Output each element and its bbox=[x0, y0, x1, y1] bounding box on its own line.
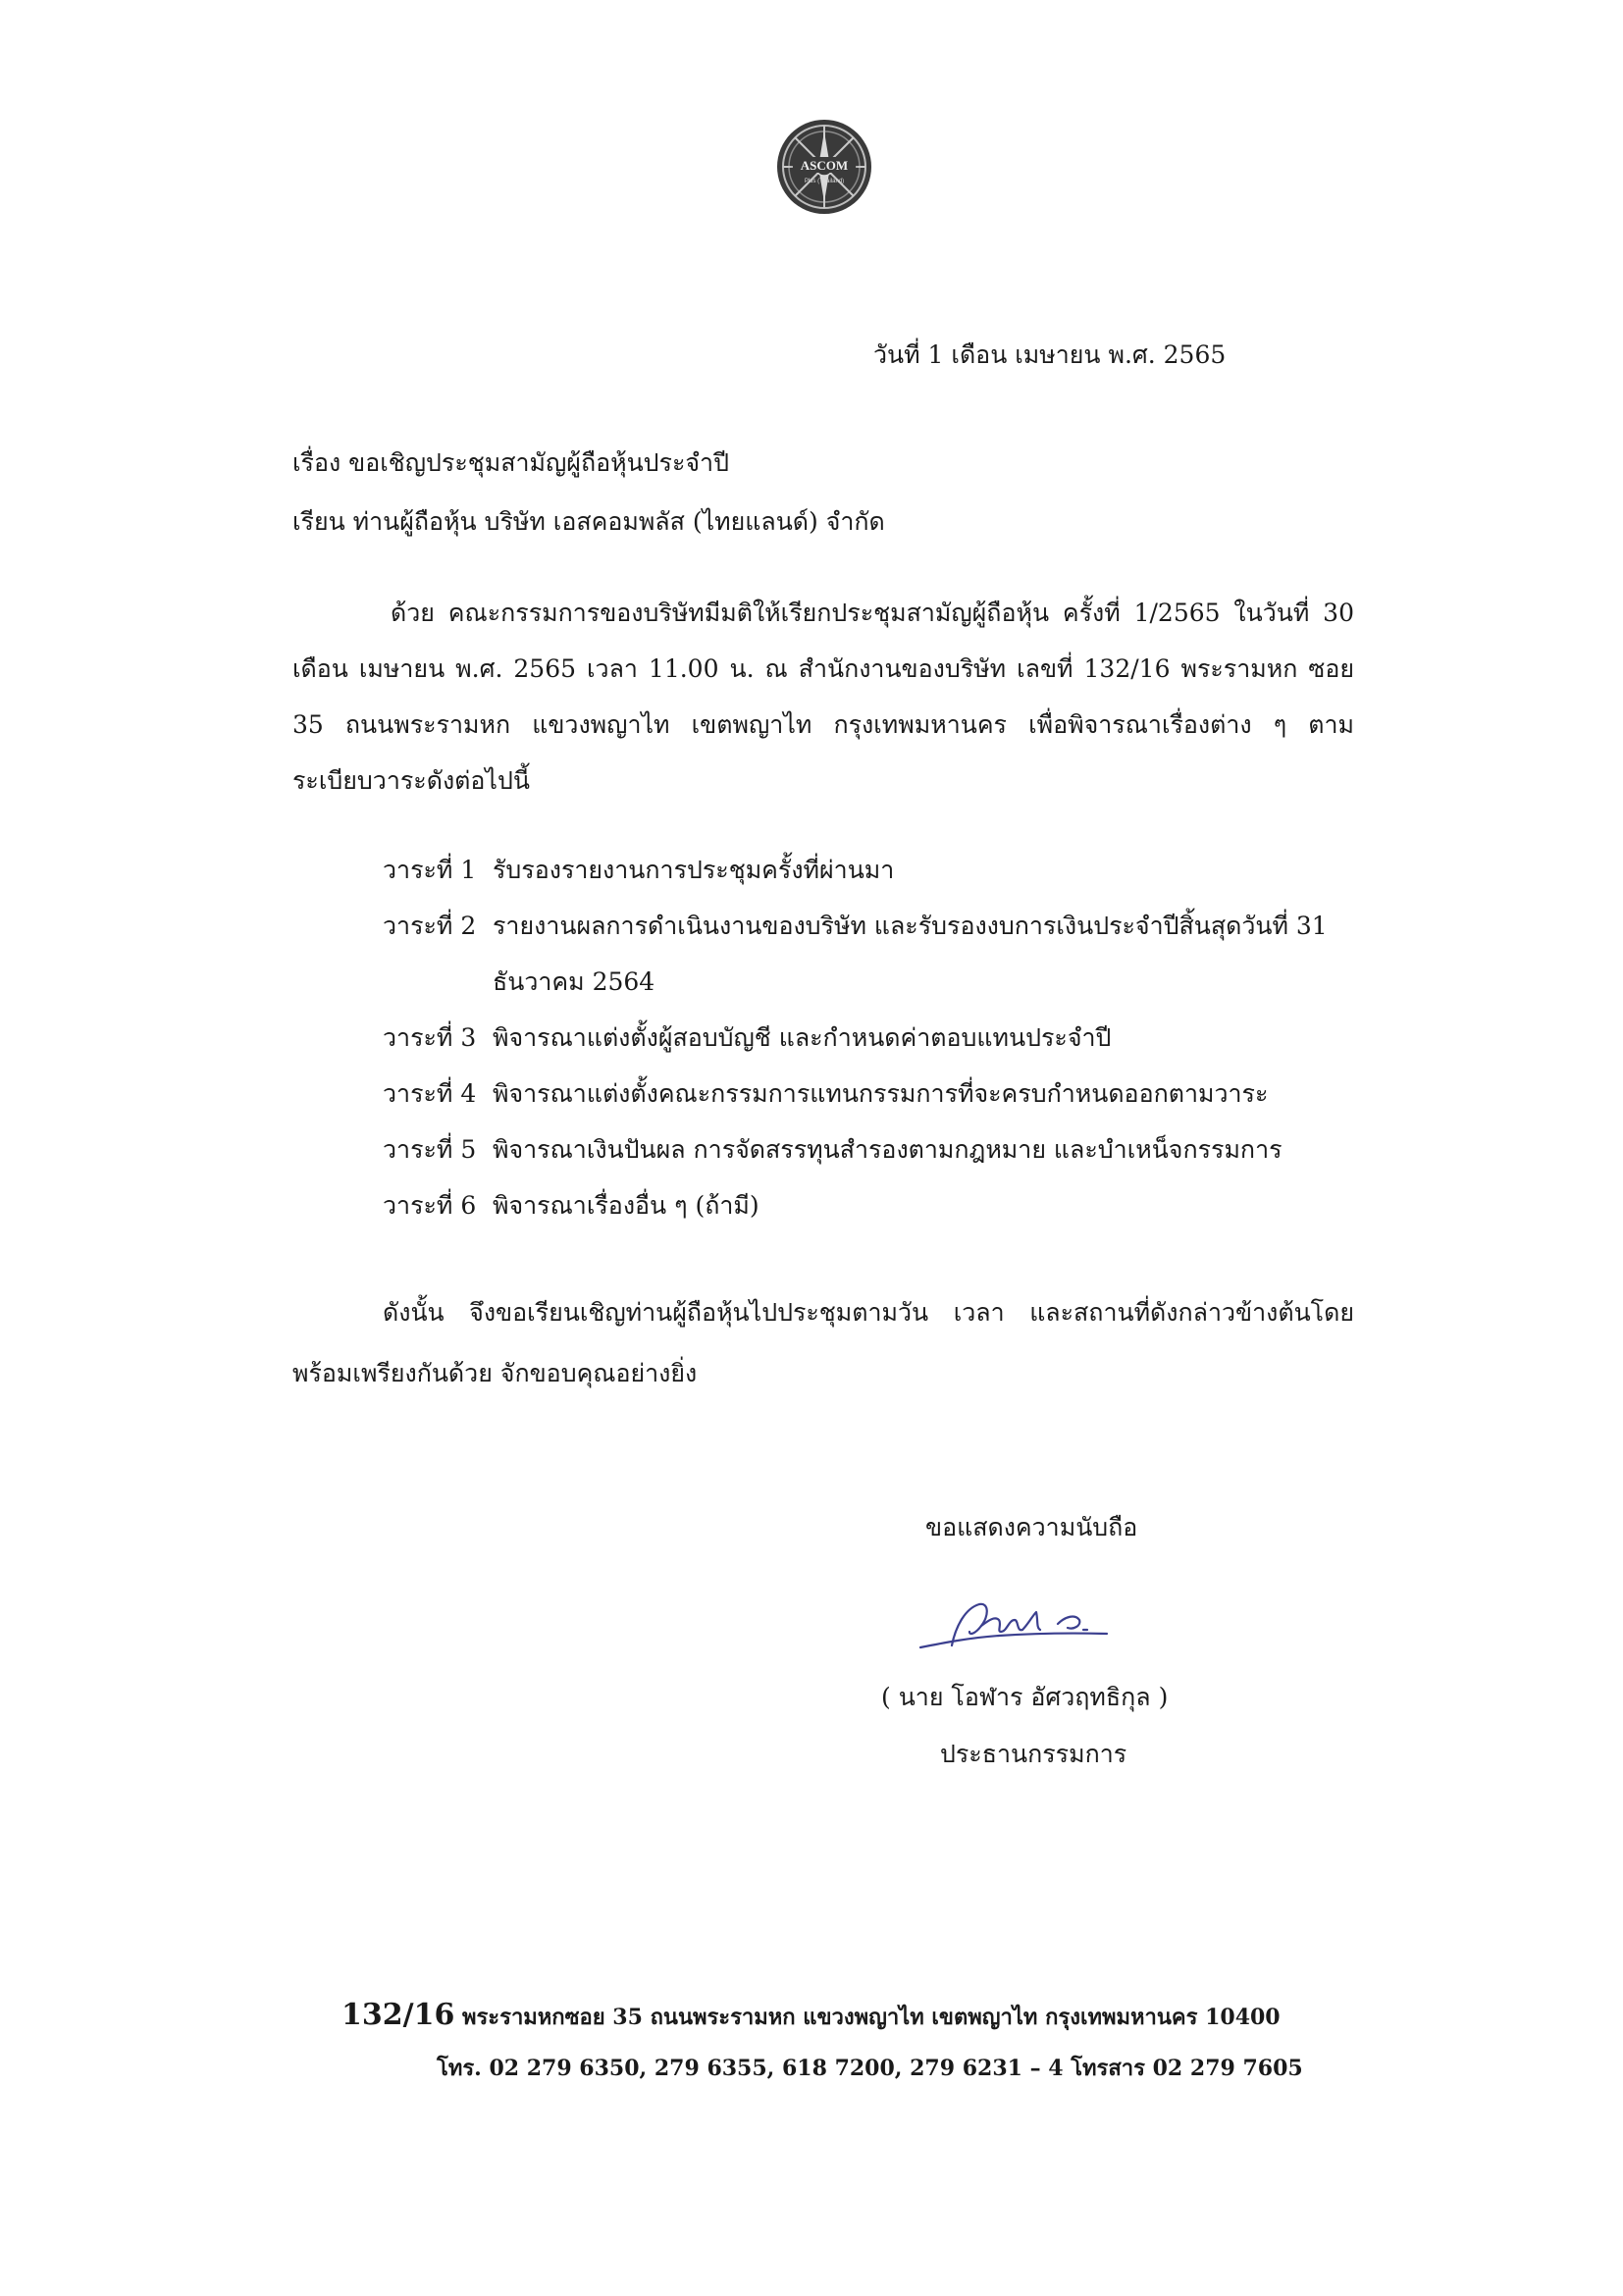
letter-subject: เรื่อง ขอเชิญประชุมสามัญผู้ถือหุ้นประจำปี bbox=[292, 448, 729, 477]
sign-off: ขอแสดงความนับถือ bbox=[925, 1513, 1138, 1541]
signer-name: ( นาย โอฬาร อัศวฤทธิกุล ) bbox=[881, 1683, 1169, 1711]
letter-date: วันที่ 1 เดือน เมษายน พ.ศ. 2565 bbox=[873, 340, 1227, 369]
footer-address-text: พระรามหกซอย 35 ถนนพระรามหก แขวงพญาไท เขตพญาไท กรุงเทพมหานคร 10400 bbox=[454, 2005, 1281, 2030]
company-logo bbox=[775, 118, 873, 216]
agenda-item-number: วาระที่ 6 bbox=[383, 1191, 477, 1220]
agenda-item bbox=[383, 898, 1364, 1010]
agenda-item-number: วาระที่ 5 bbox=[383, 1135, 477, 1164]
agenda-item-text: พิจารณาแต่งตั้งคณะกรรมการแทนกรรมการที่จะครบกำหนดออกตามวาระ bbox=[493, 1079, 1269, 1108]
agenda-item-text: รับรองรายงานการประชุมครั้งที่ผ่านมา bbox=[493, 856, 895, 884]
agenda-item-text: พิจารณาแต่งตั้งผู้สอบบัญชี และกำหนดค่าตอบแทนประจำปี bbox=[493, 1023, 1112, 1052]
company-seal-icon bbox=[775, 118, 873, 216]
footer-address bbox=[341, 1998, 1281, 2034]
agenda-item-number: วาระที่ 3 bbox=[383, 1023, 477, 1052]
letter-addressee: เรียน ท่านผู้ถือหุ้น บริษัท เอสคอมพลัส (ไทยแลนด์) จำกัด bbox=[292, 507, 885, 536]
agenda-item bbox=[383, 1010, 1364, 1066]
logo-text: ASCOM bbox=[800, 158, 849, 173]
agenda-item-text: พิจารณาเรื่องอื่น ๆ (ถ้ามี) bbox=[493, 1191, 759, 1220]
footer-phone: โทร. 02 279 6350, 279 6355, 618 7200, 279 6231 – 4 โทรสาร 02 279 7605 bbox=[437, 2056, 1303, 2081]
agenda-item-text: พิจารณาเงินปันผล การจัดสรรทุนสำรองตามกฎหมาย และบำเหน็จกรรมการ bbox=[493, 1135, 1283, 1164]
agenda-item-number: วาระที่ 2 bbox=[383, 912, 477, 940]
signer-title: ประธานกรรมการ bbox=[940, 1740, 1127, 1768]
agenda-item-text: รายงานผลการดำเนินงานของบริษัท และรับรองงบการเงินประจำปีสิ้นสุดวันที่ 31 ธันวาคม 2564 bbox=[493, 912, 1328, 996]
body-paragraph: ด้วย คณะกรรมการของบริษัทมีมติให้เรียกประชุมสามัญผู้ถือหุ้น ครั้งที่ 1/2565 ในวันที่ 30 เดือน เมษายน พ.ศ. 2565 เวลา 11.00 น. ณ สำนักงานของบริษัท เลขที่ 132/16 พระรามหก ซอย 35 ถนนพระรามหก แขวงพญาไท เขตพญาไท กรุงเทพมหานคร เพื่อพิจารณาเรื่องต่าง ๆ ตามระเบียบวาระดังต่อไปนี้ bbox=[292, 599, 1354, 795]
agenda-item-number: วาระที่ 4 bbox=[383, 1079, 477, 1108]
agenda-item bbox=[383, 1066, 1364, 1122]
footer-address-number: 132/16 bbox=[341, 1998, 455, 2032]
agenda-item bbox=[383, 842, 1364, 898]
agenda-item bbox=[383, 1177, 1364, 1233]
closing-paragraph: ดังนั้น จึงขอเรียนเชิญท่านผู้ถือหุ้นไปประชุมตามวัน เวลา และสถานที่ดังกล่าวข้างต้นโดยพร้อมเพรียงกันด้วย จักขอบคุณอย่างยิ่ง bbox=[292, 1298, 1354, 1387]
agenda-item bbox=[383, 1122, 1364, 1177]
handwritten-signature bbox=[911, 1587, 1117, 1665]
agenda-list bbox=[383, 842, 1364, 1233]
agenda-item-number: วาระที่ 1 bbox=[383, 856, 477, 884]
signature-icon bbox=[911, 1587, 1117, 1665]
logo-subtext: Plus (Thailand) bbox=[804, 179, 845, 184]
